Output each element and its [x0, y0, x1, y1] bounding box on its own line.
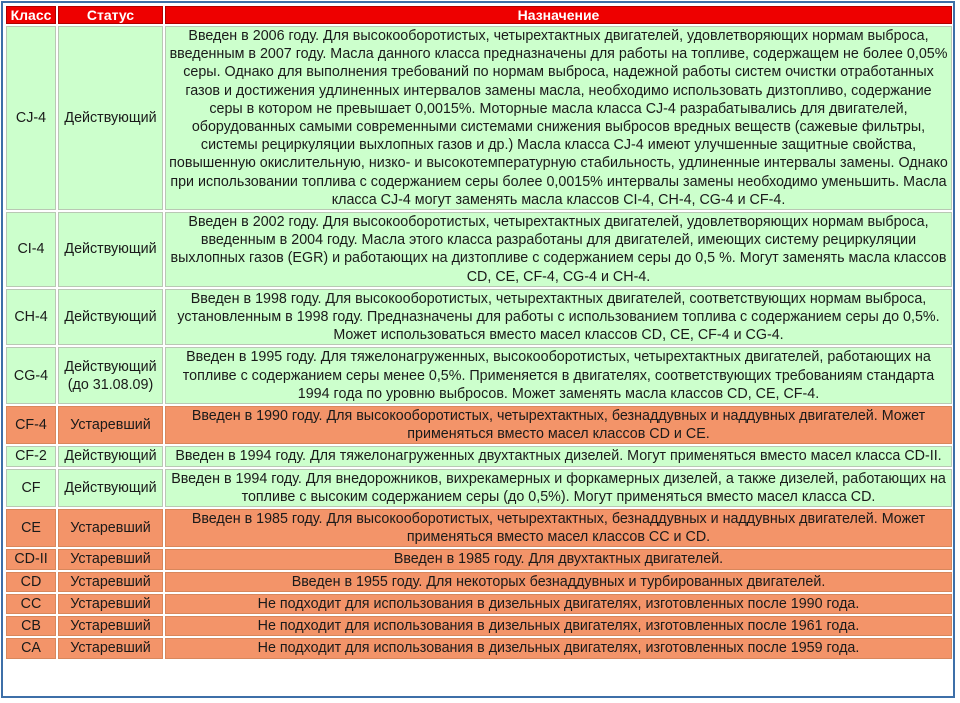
status-cell: Действующий — [58, 469, 163, 507]
table-row — [6, 509, 952, 547]
status-cell: Устаревший — [58, 549, 163, 569]
table-row — [6, 616, 952, 636]
class-cell: CI-4 — [6, 212, 56, 287]
purpose-cell: Введен в 1998 году. Для высокооборотистых, четырехтактных двигателей, соответствующих нормам выброса, установленным в 1998 году. Предназначены для работы с использованием топлива с содержанием серы до 0,5%. Может использоваться вместо масел классов CD, CE, CF-4 и CG-4. — [165, 289, 952, 346]
table-row — [6, 347, 952, 404]
table-row — [6, 406, 952, 444]
table-row — [6, 572, 952, 592]
status-cell: Устаревший — [58, 406, 163, 444]
class-cell: CH-4 — [6, 289, 56, 346]
purpose-cell: Введен в 1985 году. Для двухтактных двигателей. — [165, 549, 952, 569]
status-cell: Устаревший — [58, 572, 163, 592]
header-class: Класс — [6, 6, 56, 24]
table-row — [6, 26, 952, 210]
status-cell: Действующий — [58, 289, 163, 346]
purpose-cell: Введен в 1994 году. Для внедорожников, вихрекамерных и форкамерных дизелей, а также дизелей, работающих на топливе с высоким содержанием серы (до 0,5%). Могут применяться вместо масел класса CD. — [165, 469, 952, 507]
purpose-cell: Введен в 1994 году. Для тяжелонагруженных двухтактных дизелей. Могут применяться вместо масел класса CD-II. — [165, 446, 952, 466]
table-row — [6, 446, 952, 466]
class-cell: CC — [6, 594, 56, 614]
class-cell: CF-4 — [6, 406, 56, 444]
purpose-cell: Не подходит для использования в дизельных двигателях, изготовленных после 1961 года. — [165, 616, 952, 636]
class-cell: CD-II — [6, 549, 56, 569]
purpose-cell: Введен в 1995 году. Для тяжелонагруженных, высокооборотистых, четырехтактных двигателей, работающих на топливе с содержанием серы менее 0,5%. Применяется в двигателях, соответствующих требованиям стандарта 1994 года по уровню выбросов. Может заменять масла классов CD, CE, CF-4. — [165, 347, 952, 404]
purpose-cell: Не подходит для использования в дизельных двигателях, изготовленных после 1990 года. — [165, 594, 952, 614]
status-cell: Действующий — [58, 212, 163, 287]
status-cell: Устаревший — [58, 616, 163, 636]
class-cell: CF — [6, 469, 56, 507]
table-row — [6, 638, 952, 658]
class-cell: CA — [6, 638, 56, 658]
status-cell: Устаревший — [58, 638, 163, 658]
table-frame — [1, 1, 955, 698]
status-cell: Действующий — [58, 446, 163, 466]
purpose-cell: Введен в 2002 году. Для высокооборотистых, четырехтактных двигателей, удовлетворяющих нормам выброса, введенным в 2004 году. Масла этого класса разработаны для двигателей, имеющих систему рециркуляции выхлопных газов (EGR) и работающих на дизтопливе с содержанием серы до 0,5 %. Могут заменять масла классов CD, CE, CF-4, CG-4 и CH-4. — [165, 212, 952, 287]
class-cell: CJ-4 — [6, 26, 56, 210]
purpose-cell: Не подходит для использования в дизельных двигателях, изготовленных после 1959 года. — [165, 638, 952, 658]
class-cell: CD — [6, 572, 56, 592]
class-cell: CE — [6, 509, 56, 547]
header-status: Статус — [58, 6, 163, 24]
status-cell: Устаревший — [58, 509, 163, 547]
status-cell: Устаревший — [58, 594, 163, 614]
table-row — [6, 469, 952, 507]
table-header-row — [6, 6, 952, 24]
class-cell: CF-2 — [6, 446, 56, 466]
purpose-cell: Введен в 2006 году. Для высокооборотистых, четырехтактных двигателей, удовлетворяющих нормам выброса, введенным в 2007 году. Масла данного класса предназначены для работы на топливе, содержащем не более 0,05% серы. Однако для выполнения требований по нормам выброса, надежной работы систем очистки отработанных газов и достижения удлиненных интервалов замены масла, необходимо использовать дизтопливо, содержание серы в котором не превышает 0,0015%. Моторные масла класса CJ-4 разрабатывались для двигателей, оборудованных самыми современными системами снижения выбросов вредных веществ (сажевые фильтры, системы рециркуляции выхлопных газов и др.) Масла класса CJ-4 имеют улучшенные защитные свойства, повышенную окислительную, низко- и высокотемпературную стабильность, удлиненные интервалы замены. Однако при использовании топлива с содержанием серы более 0,0015% интервалы замены необходимо уменьшить. Масла класса CJ-4 могут заменять масла классов CI-4, CH-4, CG-4 и CF-4. — [165, 26, 952, 210]
purpose-cell: Введен в 1955 году. Для некоторых безнаддувных и турбированных двигателей. — [165, 572, 952, 592]
purpose-cell: Введен в 1985 году. Для высокооборотистых, четырехтактных, безнаддувных и наддувных двигателей. Может применяться вместо масел классов CC и CD. — [165, 509, 952, 547]
status-cell: Действующий (до 31.08.09) — [58, 347, 163, 404]
purpose-cell: Введен в 1990 году. Для высокооборотистых, четырехтактных, безнаддувных и наддувных двигателей. Может применяться вместо масел классов CD и CE. — [165, 406, 952, 444]
header-purpose: Назначение — [165, 6, 952, 24]
class-cell: CG-4 — [6, 347, 56, 404]
table-row — [6, 212, 952, 287]
status-cell: Действующий — [58, 26, 163, 210]
oil-class-table — [4, 4, 954, 661]
class-cell: CB — [6, 616, 56, 636]
table-row — [6, 594, 952, 614]
table-row — [6, 549, 952, 569]
table-row — [6, 289, 952, 346]
